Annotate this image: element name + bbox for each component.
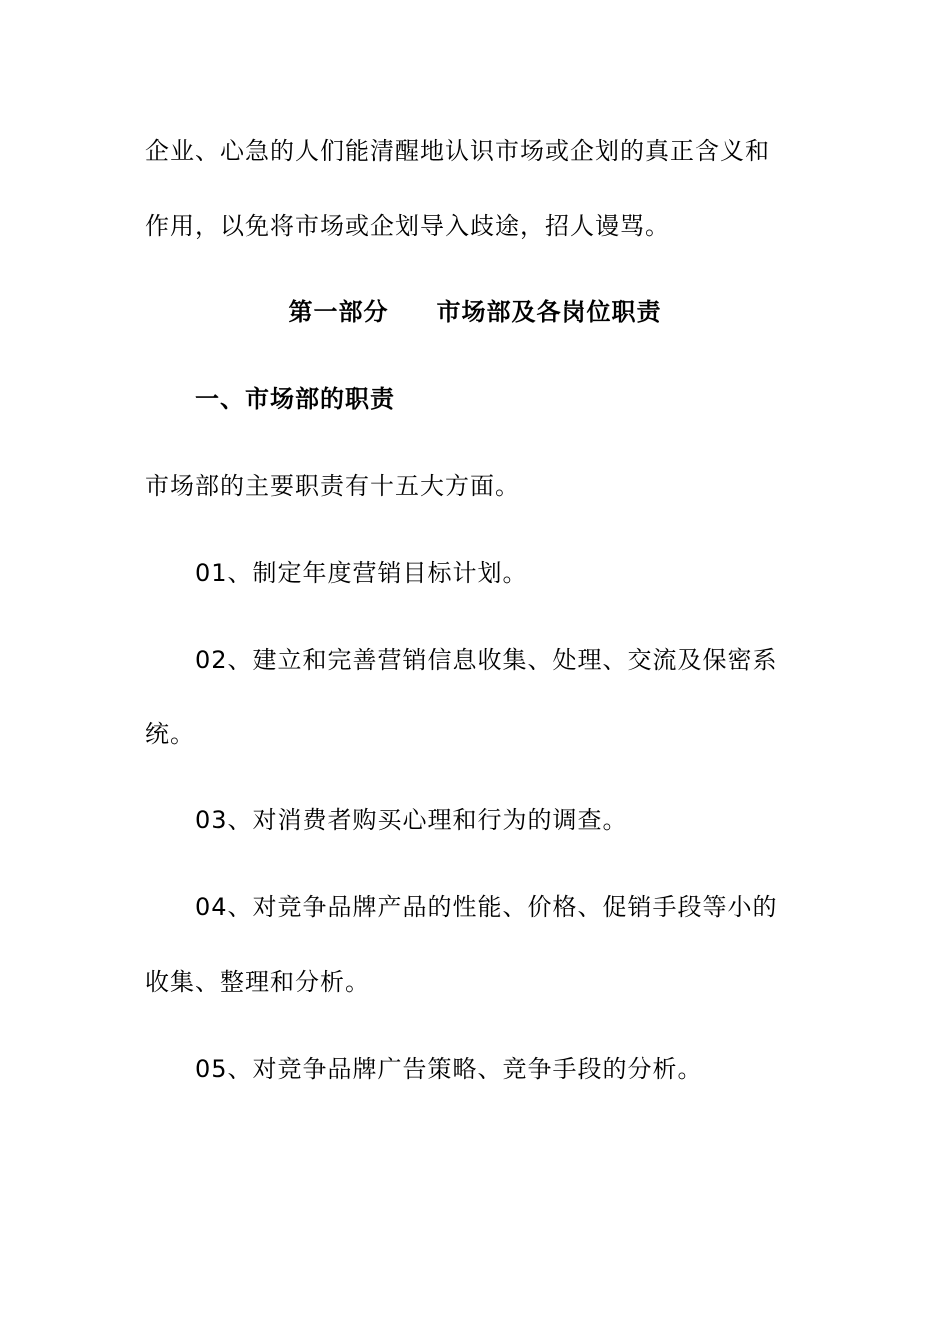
list-item-04-continuation: 收集、整理和分析。 <box>145 968 370 996</box>
part-heading-title: 市场部及各岗位职责 <box>436 298 662 326</box>
list-item-01: 01、制定年度营销目标计划。 <box>195 559 528 587</box>
list-item-02: 02、建立和完善营销信息收集、处理、交流及保密系 <box>195 646 778 674</box>
list-item-02-continuation: 统。 <box>145 720 195 748</box>
part-heading-number: 第一部分 <box>288 298 389 326</box>
intro-line-2: 作用，以免将市场或企划导入歧途，招人谩骂。 <box>145 212 670 240</box>
list-item-05: 05、对竞争品牌广告策略、竞争手段的分析。 <box>195 1055 703 1083</box>
list-item-03: 03、对消费者购买心理和行为的调查。 <box>195 806 628 834</box>
summary-paragraph: 市场部的主要职责有十五大方面。 <box>145 472 520 500</box>
section-heading: 一、市场部的职责 <box>195 385 395 413</box>
intro-line-1: 企业、心急的人们能清醒地认识市场或企划的真正含义和 <box>145 137 770 165</box>
list-item-04: 04、对竞争品牌产品的性能、价格、促销手段等小的 <box>195 893 778 921</box>
part-heading <box>0 297 950 327</box>
